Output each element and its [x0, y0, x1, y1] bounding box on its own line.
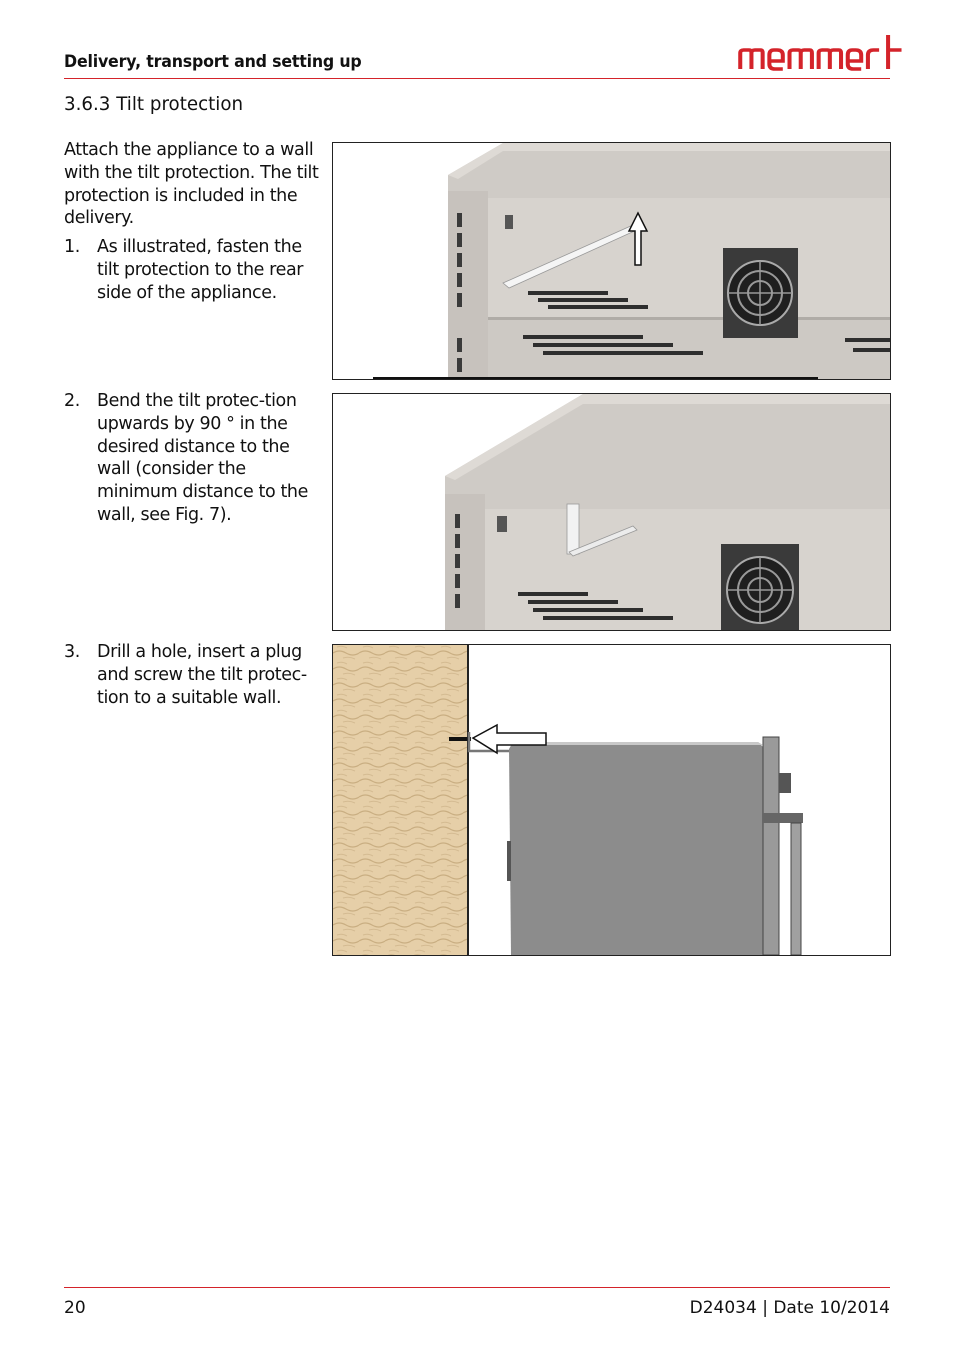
memmert-logo — [738, 33, 906, 81]
step-text: Bend the tilt protec-tion upwards by 90 ° in the desired distance to the wall (consider the minimum distance to the wall, see Fig. 7). — [97, 391, 308, 525]
appliance-bent-bracket-illustration — [333, 394, 890, 630]
memmert-logo-mark — [738, 33, 906, 73]
step-text: As illustrated, fasten the tilt protection to the rear side of the appliance. — [97, 237, 304, 303]
wall — [333, 645, 468, 955]
wall-mounting-illustration — [333, 645, 890, 955]
header-rule — [64, 78, 890, 79]
figure-fasten-tilt-protection — [332, 142, 891, 380]
figure-screw-to-wall — [332, 644, 891, 956]
page-number: 20 — [64, 1298, 86, 1318]
step-number: 2. — [64, 391, 80, 411]
figure-bend-tilt-protection — [332, 393, 891, 631]
step-text: Drill a hole, insert a plug and screw the tilt protec-tion to a suitable wall. — [97, 642, 307, 708]
header-title: Delivery, transport and setting up — [64, 52, 362, 72]
document-info: D24034 | Date 10/2014 — [689, 1298, 890, 1318]
footer-rule — [64, 1287, 890, 1288]
section-title: 3.6.3 Tilt protection — [64, 93, 244, 115]
step-number: 3. — [64, 642, 80, 662]
appliance-rear-illustration — [333, 143, 890, 379]
intro-paragraph: Attach the appliance to a wall with the tilt protection. The tilt protection is included in the delivery. — [64, 140, 319, 229]
step-number: 1. — [64, 237, 80, 257]
